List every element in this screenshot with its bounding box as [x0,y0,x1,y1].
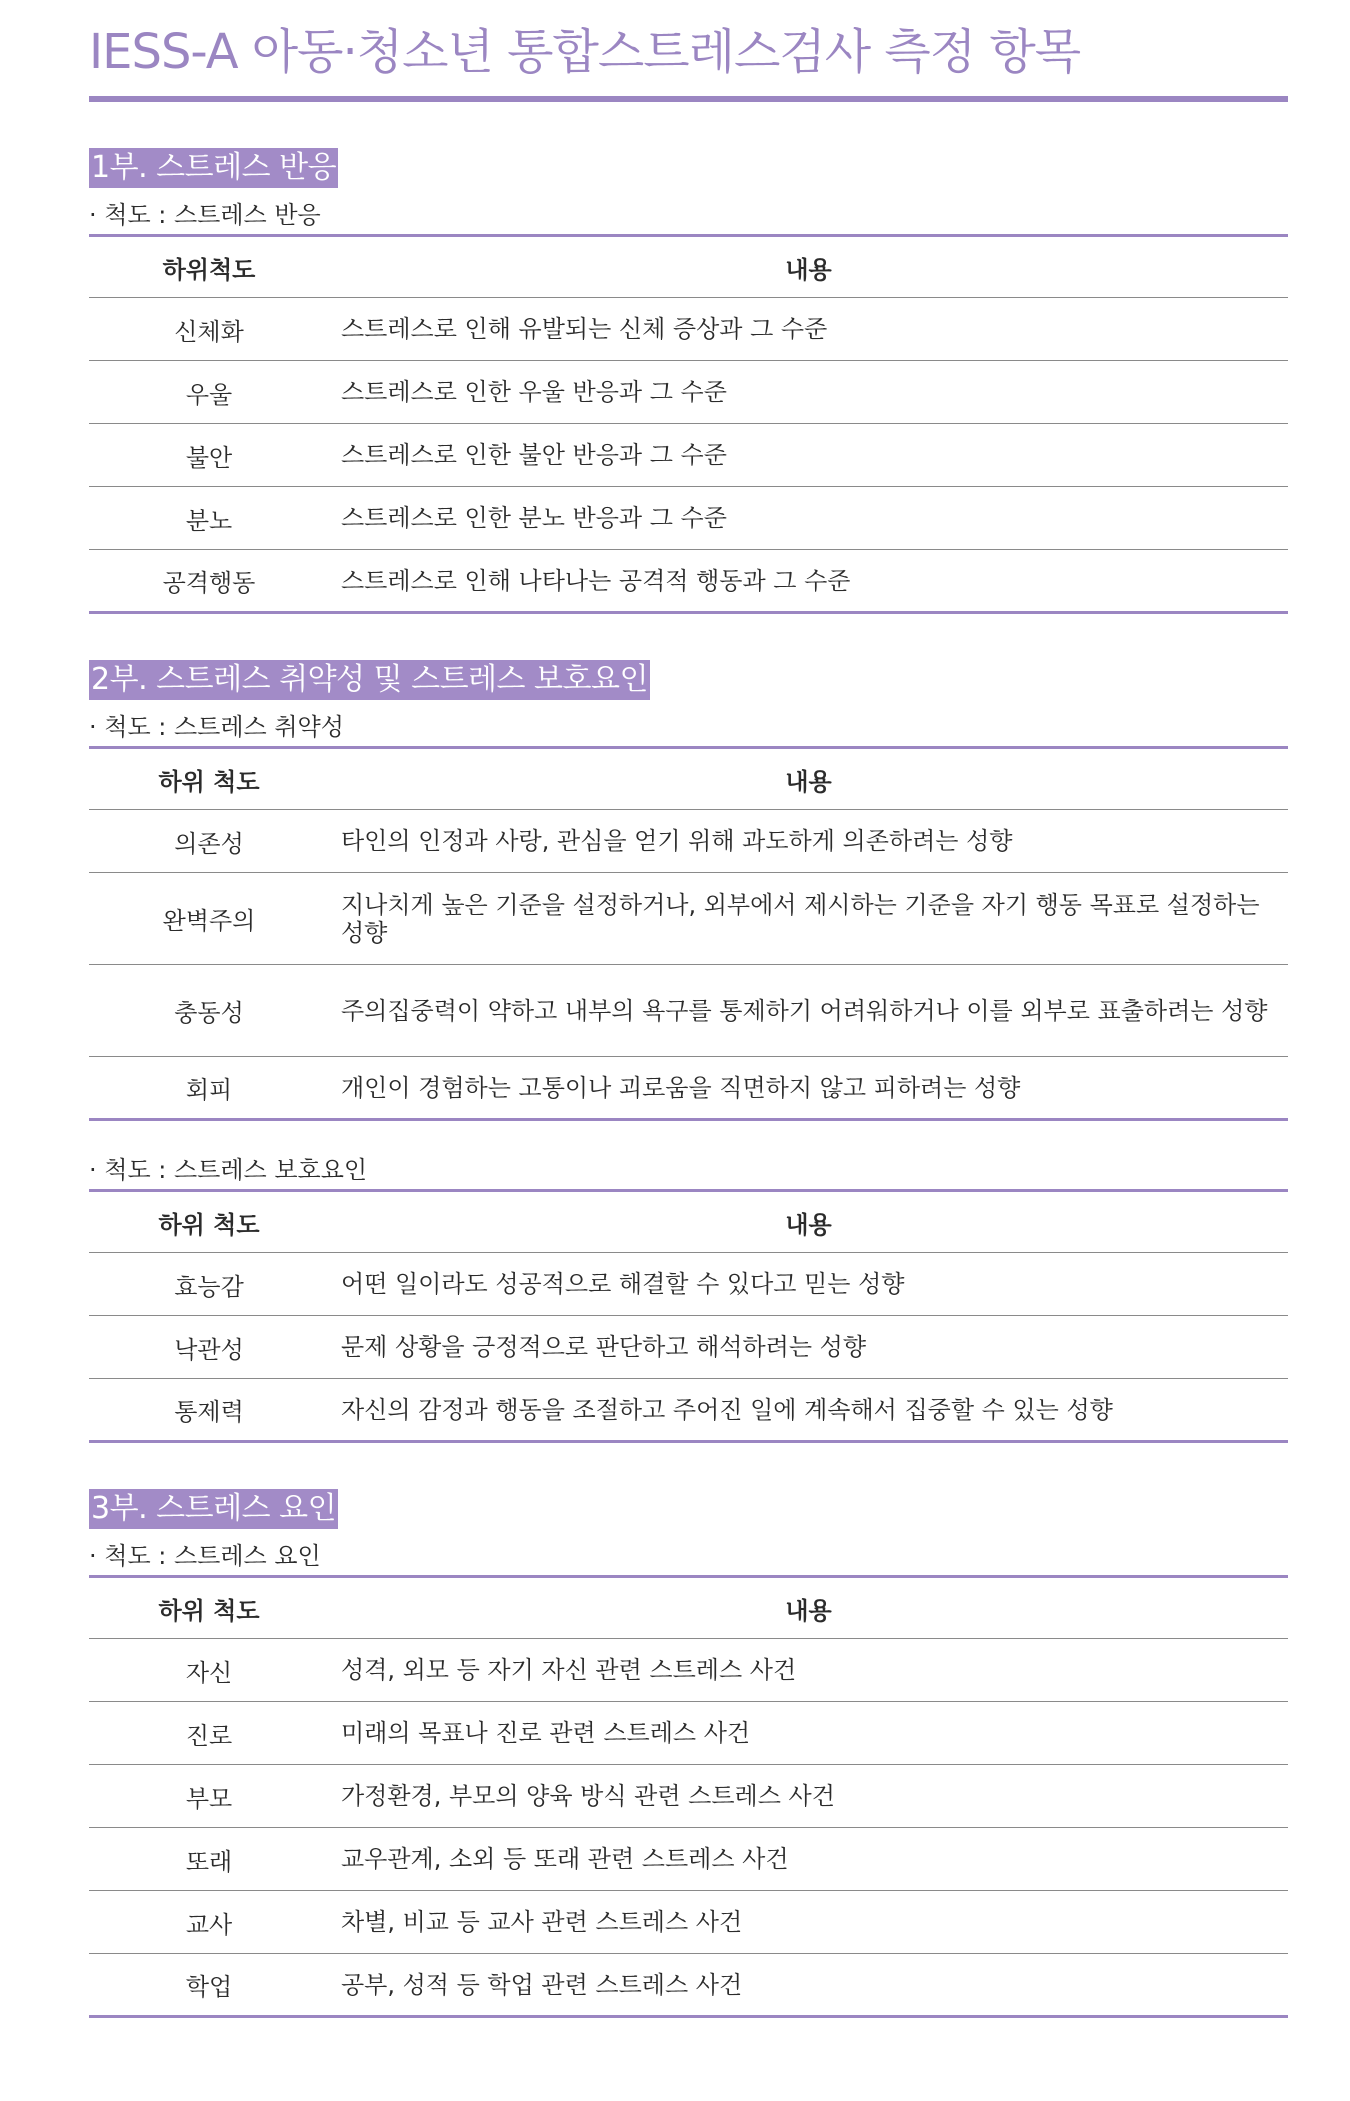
header-content: 내용 [329,1577,1288,1639]
part3-table [89,1575,1288,2018]
table-header-row [89,236,1288,298]
row-desc: 스트레스로 인한 분노 반응과 그 수준 [329,487,1288,550]
row-name: 또래 [89,1828,329,1891]
row-name: 공격행동 [162,569,256,597]
row-name: 회피 [185,1076,233,1104]
table-row [89,550,1288,613]
header-content: 내용 [329,236,1288,298]
table-row [89,1316,1288,1379]
part2-protective-table [89,1189,1288,1443]
table-row [89,810,1288,873]
table-row [89,1057,1288,1120]
row-name: 신체화 [89,298,329,361]
table-row [89,1702,1288,1765]
row-name: 분노 [89,487,329,550]
table-row [89,1828,1288,1891]
row-name: 충동성 [89,965,329,1057]
row-desc: 성격, 외모 등 자기 자신 관련 스트레스 사건 [329,1639,1288,1702]
row-name: 우울 [89,361,329,424]
row-desc: 문제 상황을 긍정적으로 판단하고 해석하려는 성향 [329,1316,1288,1379]
row-name: 학업 [185,1973,233,2001]
table-header-row [89,1191,1288,1253]
table-row [89,1253,1288,1316]
table-row [89,1954,1288,2017]
row-desc: 스트레스로 인한 불안 반응과 그 수준 [329,424,1288,487]
part1-table [89,234,1288,614]
header-sub-scale: 하위척도 [89,236,329,298]
table-header-row [89,748,1288,810]
row-desc: 개인이 경험하는 고통이나 괴로움을 직면하지 않고 피하려는 성향 [341,1073,1021,1102]
document-page [89,0,1288,2018]
row-desc: 타인의 인정과 사랑, 관심을 얻기 위해 과도하게 의존하려는 성향 [329,810,1288,873]
part1-heading [89,148,1288,188]
row-name: 진로 [89,1702,329,1765]
row-desc: 미래의 목표나 진로 관련 스트레스 사건 [329,1702,1288,1765]
header-sub-scale: 하위 척도 [89,1191,329,1253]
table-row [89,487,1288,550]
part2-label: 2부. 스트레스 취약성 및 스트레스 보호요인 [89,660,650,700]
row-desc: 지나치게 높은 기준을 설정하거나, 외부에서 제시하는 기준을 자기 행동 목표로 설정하는 성향 [329,873,1288,965]
header-sub-scale: 하위 척도 [89,1577,329,1639]
header-sub-scale: 하위 척도 [89,748,329,810]
row-desc: 자신의 감정과 행동을 조절하고 주어진 일에 계속해서 집중할 수 있는 성향 [341,1395,1113,1424]
header-content: 내용 [329,1191,1288,1253]
part2-scale-b-label: · 척도 : 스트레스 보호요인 [89,1156,368,1184]
page-title: IESS-A 아동·청소년 통합스트레스검사 측정 항목 [89,24,1081,80]
table-row [89,873,1288,965]
row-name: 의존성 [89,810,329,873]
part2-heading [89,660,1288,700]
row-desc: 스트레스로 인한 우울 반응과 그 수준 [329,361,1288,424]
table-row [89,361,1288,424]
row-desc: 주의집중력이 약하고 내부의 욕구를 통제하기 어려워하거나 이를 외부로 표출하려는 성향 [329,965,1288,1057]
row-name: 부모 [89,1765,329,1828]
row-name: 통제력 [174,1398,244,1426]
title-divider [89,96,1288,102]
part2-vulnerability-table [89,746,1288,1121]
table-row [89,1379,1288,1442]
part1-label: 1부. 스트레스 반응 [89,148,338,188]
row-name: 자신 [89,1639,329,1702]
row-name: 교사 [89,1891,329,1954]
row-desc: 교우관계, 소외 등 또래 관련 스트레스 사건 [329,1828,1288,1891]
row-desc: 스트레스로 인해 유발되는 신체 증상과 그 수준 [329,298,1288,361]
row-desc: 공부, 성적 등 학업 관련 스트레스 사건 [341,1970,743,1999]
part2-scale-a-label: · 척도 : 스트레스 취약성 [89,713,344,741]
row-name: 불안 [89,424,329,487]
table-row [89,298,1288,361]
row-name: 완벽주의 [89,873,329,965]
header-content: 내용 [329,748,1288,810]
table-row [89,1765,1288,1828]
table-row [89,1891,1288,1954]
table-row [89,965,1288,1057]
table-row [89,424,1288,487]
row-name: 낙관성 [89,1316,329,1379]
table-header-row [89,1577,1288,1639]
part1-scale-label: · 척도 : 스트레스 반응 [89,201,321,229]
row-desc: 차별, 비교 등 교사 관련 스트레스 사건 [329,1891,1288,1954]
part3-label: 3부. 스트레스 요인 [89,1489,338,1529]
row-desc: 어떤 일이라도 성공적으로 해결할 수 있다고 믿는 성향 [329,1253,1288,1316]
row-desc: 스트레스로 인해 나타나는 공격적 행동과 그 수준 [341,566,851,595]
row-desc: 가정환경, 부모의 양육 방식 관련 스트레스 사건 [329,1765,1288,1828]
row-name: 효능감 [89,1253,329,1316]
part3-scale-label: · 척도 : 스트레스 요인 [89,1542,321,1570]
table-row [89,1639,1288,1702]
part3-heading [89,1489,1288,1529]
